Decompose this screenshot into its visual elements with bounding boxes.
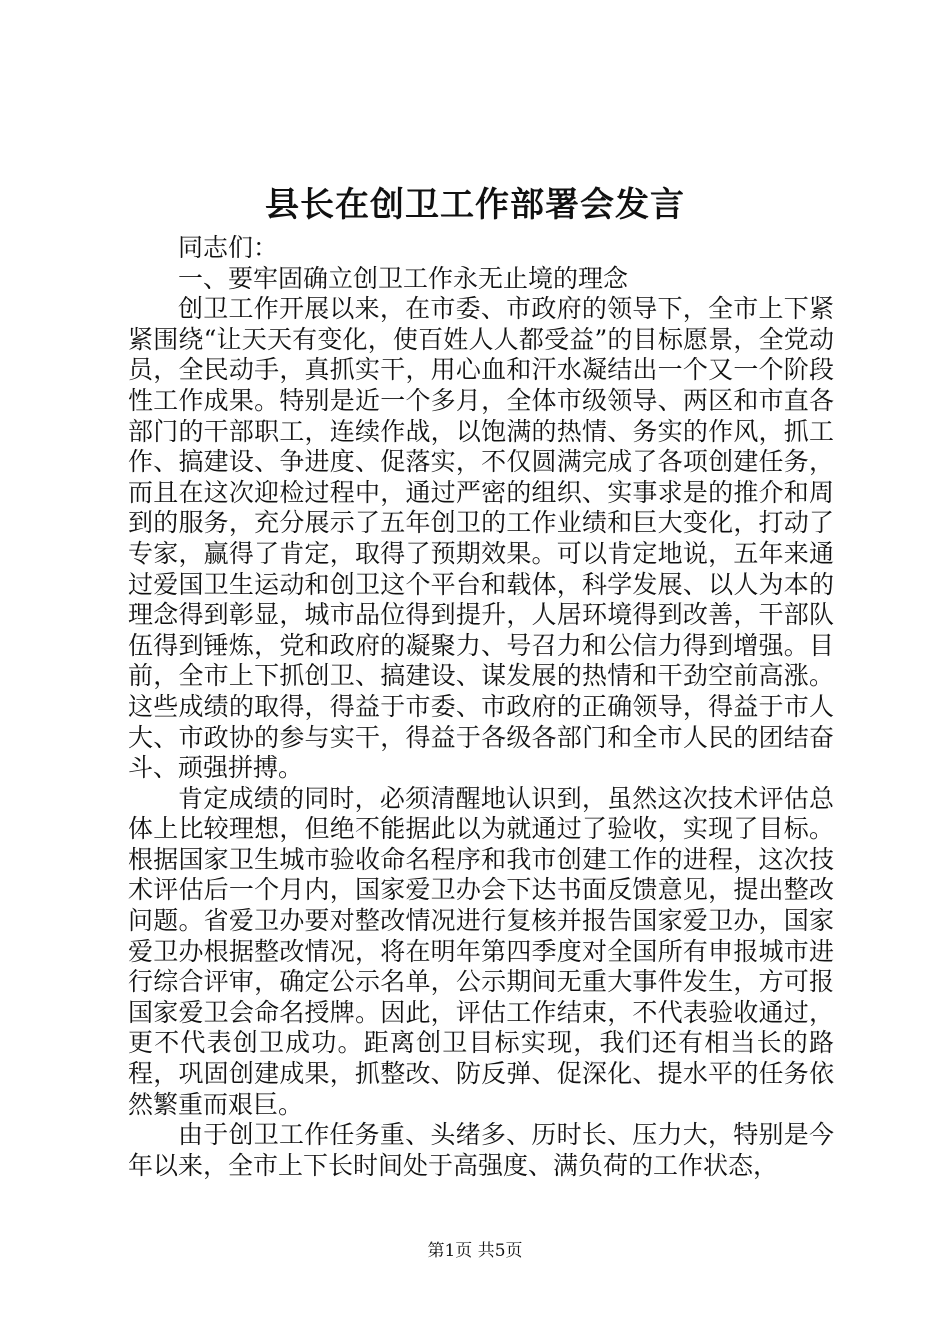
body-paragraph: 创卫工作开展以来，在市委、市政府的领导下，全市上下紧紧围绕“让天天有变化，使百姓人人都受益”的目标愿景，全党动员，全民动手，真抓实干，用心血和汗水凝结出一个又一个阶段性工作成果。特别是近一个多月，全体市级领导、两区和市直各部门的干部职工，连续作战，以饱满的热情、务实的作风，抓工作、搞建设、争进度、促落实，不仅圆满完成了各项创建任务，而且在这次迎检过程中，通过严密的组织、实事求是的推介和周到的服务，充分展示了五年创卫的工作业绩和巨大变化，打动了专家，赢得了肯定，取得了预期效果。可以肯定地说，五年来通过爱国卫生运动和创卫这个平台和载体，科学发展、以人为本的理念得到彰显，城市品位得到提升，人居环境得到改善，干部队伍得到锤炼，党和政府的凝聚力、号召力和公信力得到增强。目前，全市上下抓创卫、搞建设、谋发展的热情和干劲空前高涨。这些成绩的取得，得益于市委、市政府的正确领导，得益于市人大、市政协的参与实干，得益于各级各部门和全市人民的团结奋斗、顽强拼搏。	[128, 294, 834, 783]
page-number: 第1页 共5页	[427, 1241, 523, 1261]
document-title: 县长在创卫工作部署会发言	[265, 185, 685, 225]
page-footer	[0, 1239, 950, 1263]
document-body	[128, 233, 834, 1181]
salutation-paragraph: 同志们：	[178, 233, 279, 262]
body-paragraph: 肯定成绩的同时，必须清醒地认识到，虽然这次技术评估总体上比较理想，但绝不能据此以为就通过了验收，实现了目标。根据国家卫生城市验收命名程序和我市创建工作的进程，这次技术评估后一个月内，国家爱卫办会下达书面反馈意见，提出整改问题。省爱卫办要对整改情况进行复核并报告国家爱卫办，国家爱卫办根据整改情况，将在明年第四季度对全国所有申报城市进行综合评审，确定公示名单，公示期间无重大事件发生，方可报国家爱卫会命名授牌。因此，评估工作结束，不代表验收通过，更不代表创卫成功。距离创卫目标实现，我们还有相当长的路程，巩固创建成果，抓整改、防反弹、促深化、提水平的任务依然繁重而艰巨。	[128, 783, 834, 1119]
body-paragraph: 由于创卫工作任务重、头绪多、历时长、压力大，特别是今年以来，全市上下长时间处于高强度、满负荷的工作状态，	[128, 1120, 834, 1180]
section-heading: 一、要牢固确立创卫工作永无止境的理念	[178, 263, 629, 293]
